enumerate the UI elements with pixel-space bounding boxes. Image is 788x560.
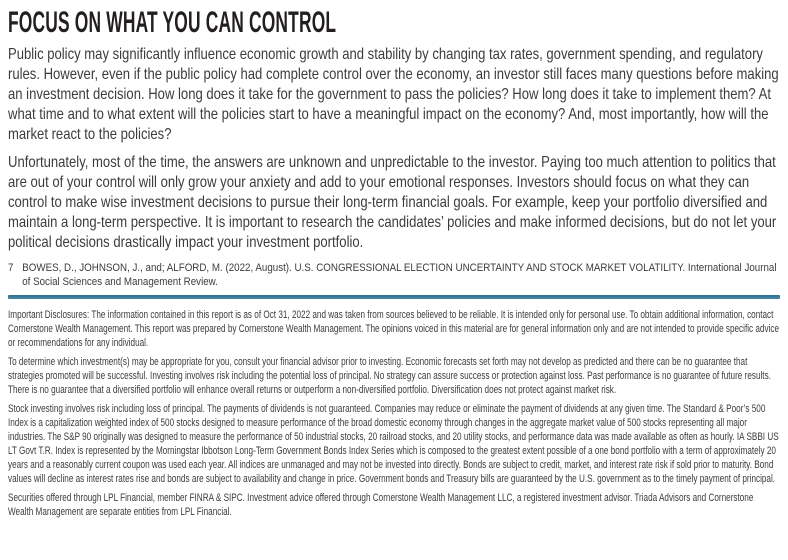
page-title: FOCUS ON WHAT YOU CAN CONTROL bbox=[8, 6, 337, 39]
disclosure-paragraph-investment-suitability: To determine which investment(s) may be appropriate for you, consult your financial advisor prior to investing. Economic forecasts set forth may not develop as predicted and there can be no guarantee that strategies promoted will be successful. Investing involves risk including the potential loss of principal. No strategy can assure success or protection against loss. Past performance is no guarantee of future results. There is no guarantee that a diversified portfolio will enhance overall returns or outperform a non-diversified portfolio. Diversification does not protect against market risk. bbox=[8, 356, 771, 396]
disclosure-paragraph-securities-offered: Securities offered through LPL Financial, member FINRA & SIPC. Investment advice offered through Cornerstone Wealth Management LLC, a registered investment advisor. Triada Advisors and Cornerstone Wealth Management are separate entities from LPL Financial. bbox=[8, 492, 754, 518]
footnote-number: 7 bbox=[8, 262, 14, 274]
disclosure-paragraph-index-definitions: Stock investing involves risk including loss of principal. The payments of dividends is not guaranteed. Companies may reduce or eliminate the payment of dividends at any given time. The Standard & Poor’s 500 Index is a capitalization weighted index of 500 stocks designed to measure performance of the broad domestic economy through changes in the aggregate market value of 500 stocks representing all major industries. The S&P 90 originally was designed to measure the performance of 50 industrial stocks, 20 railroad stocks, and 20 utility stocks, and performance data was made available as often as hourly. IA SBBI US LT Govt T.R. Index is represented by the Morningstar Ibbotson Long-Term Government Bonds Index Series which is composed to the greatest extent possible of a one bond portfolio with a term of approximately 20 years and a reasonably current coupon was used each year. All indices are unmanaged and may not be invested into directly. Bonds are subject to credit, market, and interest rate risk if sold prior to maturity. Bond values will decline as interest rates rise and bonds are subject to availability and change in price. Government bonds and Treasury bills are guaranteed by the U.S. government as to the timely payment of principal. bbox=[8, 403, 779, 485]
footnote-reference bbox=[8, 261, 780, 289]
advice-paragraph: Unfortunately, most of the time, the answers are unknown and unpredictable to the investor. Paying too much attention to politics that are out of your control will only grow your anxiety and add to your emotional responses. Investors should focus on what they can control to make wise investment decisions to pursue their long-term financial goals. For example, keep your portfolio diversified and maintain a long-term perspective. It is important to research the candidates’ policies and make informed decisions, but do not let your political decisions drastically impact your investment portfolio. bbox=[8, 154, 777, 251]
section-divider bbox=[8, 295, 780, 299]
disclosures-section bbox=[8, 308, 780, 519]
footnote-citation-text: BOWES, D., JOHNSON, J., and; ALFORD, M. (2022, August). U.S. CONGRESSIONAL ELECTION UNCERTAINTY AND STOCK MARKET VOLATILITY. International Journal of Social Sciences and Management Review. bbox=[22, 262, 777, 288]
disclosure-paragraph-important-disclosures: Important Disclosures: The information contained in this report is as of Oct 31, 2022 and was taken from sources believed to be reliable. It is intended only for personal use. To obtain additional information, contact Cornerstone Wealth Management. This report was prepared by Cornerstone Wealth Management. The opinions voiced in this material are for general information only and are not intended to provide specific advice or recommendations for any individual. bbox=[8, 309, 779, 349]
intro-paragraph: Public policy may significantly influence economic growth and stability by changing tax rates, government spending, and regulatory rules. However, even if the public policy had complete control over the economy, an investor still faces many questions before making an investment decision. How long does it take for the government to pass the policies? How long does it take to implement them? At what time and to what extent will the policies start to have a meaningful impact on the economy? And, most importantly, how will the market react to the policies? bbox=[8, 46, 779, 143]
